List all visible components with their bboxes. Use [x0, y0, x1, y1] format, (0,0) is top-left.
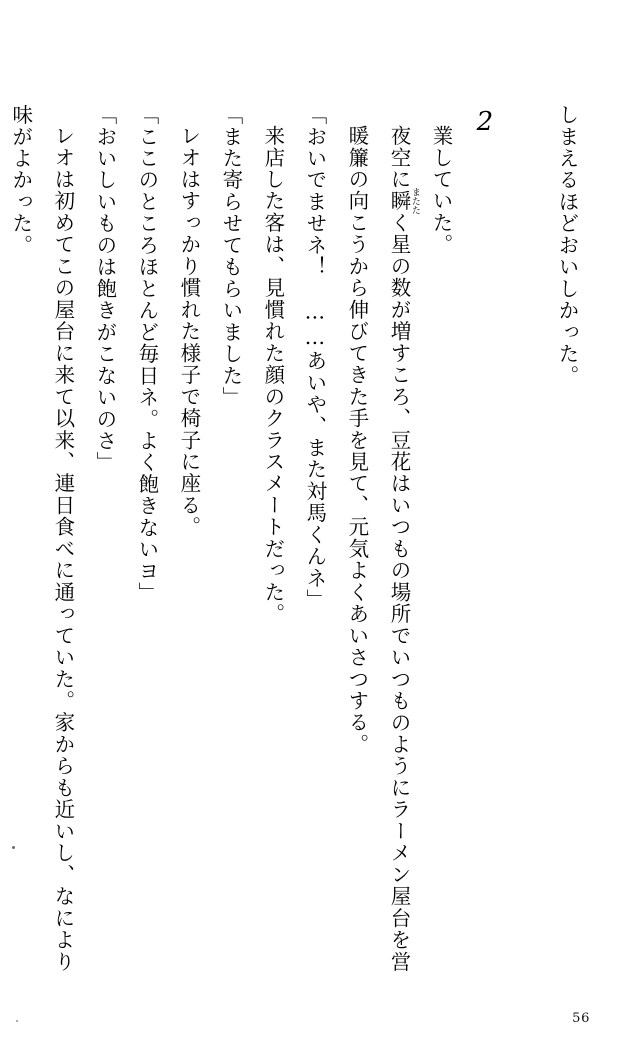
text-line-12: 味がよかった。: [8, 104, 33, 257]
text-line-11: レオは初めてこの屋台に来て以来、連日食べに通っていた。家からも近いし、なにより: [50, 124, 75, 972]
ruby-matataku: [386, 187, 420, 215]
scan-speck: [16, 1020, 18, 1022]
text-line-03: 夜空に瞬 またたく星の数が増すころ、豆花はいつもの場所でいつものようにラーメン屋台を営: [386, 124, 420, 972]
text-line-04: 暖簾の向こうから伸びてきた手を見て、元気よくあいさつする。: [344, 124, 369, 755]
page-number: 56: [572, 1011, 590, 1026]
text-line-08: レオはすっかり慣れた様子で椅子に座る。: [176, 124, 201, 538]
text-line-05: 「おいでませネ！ ……あいや、また対馬くんネ」: [302, 104, 327, 611]
text-line-06: 来店した客は、見慣れた顔のクラスメートだった。: [260, 124, 285, 625]
ruby-base: 瞬: [386, 187, 411, 215]
chapter-number-block: [463, 104, 502, 984]
text-line-07: 「また寄らせてもらいました」: [218, 104, 243, 409]
column-spacer: [516, 104, 534, 984]
text-line-10: 「おいしいものは飽きがこないのさ」: [92, 104, 117, 474]
vertical-text-body: [8, 104, 588, 984]
ruby-text: またた: [409, 187, 420, 215]
text-line-01: しまえるほどおいしかった。: [555, 104, 579, 387]
text-line-02: 業していた。: [428, 124, 453, 255]
text-line-09: 「ここのところほとんど毎日ネ。よく飽きないヨ」: [134, 104, 159, 604]
scan-speck: [12, 846, 15, 849]
chapter-number: 2: [476, 107, 495, 137]
